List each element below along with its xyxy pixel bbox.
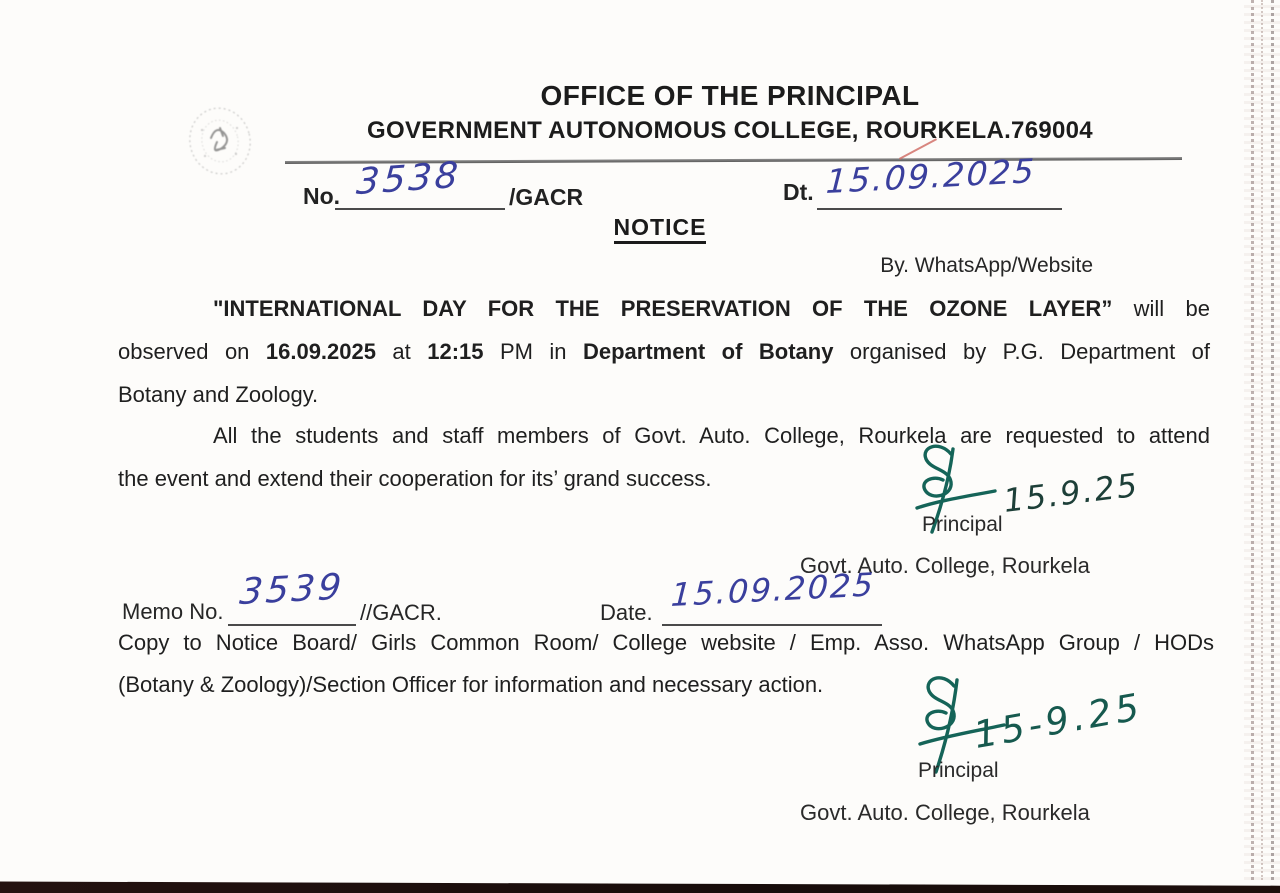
signature2-organisation: Govt. Auto. College, Rourkela [800,800,1090,825]
body-line: the event and extend their cooperation for its’ grand success. [118,466,712,491]
scan-noise-line [1251,0,1254,880]
signature2-date: 15-9.25 [970,684,1147,757]
distribution-line: By. WhatsApp/Website [880,254,1093,277]
body-line: "INTERNATIONAL DAY FOR THE PRESERVATION OF THE OZONE LAYER” will be [213,296,1210,321]
memo-no-label: Memo No. [122,599,224,624]
handwritten-memo-date: 15.09.2025 [670,565,877,614]
body-line: observed on 16.09.2025 at 12:15 PM in Department of Botany organised by P.G. Department of [118,339,1211,364]
memo-date-blank [662,565,882,626]
body-line: Botany and Zoology. [118,382,319,407]
signature1-date: 15.9.25 [1001,465,1142,520]
notice-body-paragraph [118,296,1210,425]
signature2-designation: Principal [918,759,999,782]
ref-no-blank [335,154,505,210]
body-line: (Botany & Zoology)/Section Officer for information and necessary action. [118,672,824,697]
memo-no-blank [228,566,356,626]
handwritten-memo-no: 3539 [238,566,346,613]
college-title: GOVERNMENT AUTONOMOUS COLLEGE, ROURKELA.769004 [367,117,1093,144]
ref-no-label: No. [303,183,341,209]
body-line: All the students and staff members of Govt. Auto. College, Rourkela are requested to attend [213,423,1210,448]
date-blank [817,151,1062,210]
signature1-designation: Principal [922,513,1003,536]
scan-right-edge-noise [1244,0,1280,880]
notice-heading-wrap [560,214,760,241]
signature1-organisation: Govt. Auto. College, Rourkela [800,553,1090,578]
scan-noise-line [1261,0,1263,880]
handwritten-date: 15.09.2025 [825,151,1037,201]
memo-date-label: Date. [600,600,653,625]
date-label: Dt. [783,179,814,205]
scan-noise-line [1271,0,1274,880]
handwritten-ref-no: 3538 [355,154,463,203]
office-title: OFFICE OF THE PRINCIPAL [540,80,920,111]
letterhead [190,80,1270,145]
body-line: Copy to Notice Board/ Girls Common Room/ College website / Emp. Asso. WhatsApp Group / HODs [118,630,1214,655]
scan-bottom-edge [0,879,1280,893]
memo-no-suffix: //GACR. [360,600,442,625]
ref-no-suffix: /GACR [509,184,584,210]
notice-heading: NOTICE [614,214,707,244]
